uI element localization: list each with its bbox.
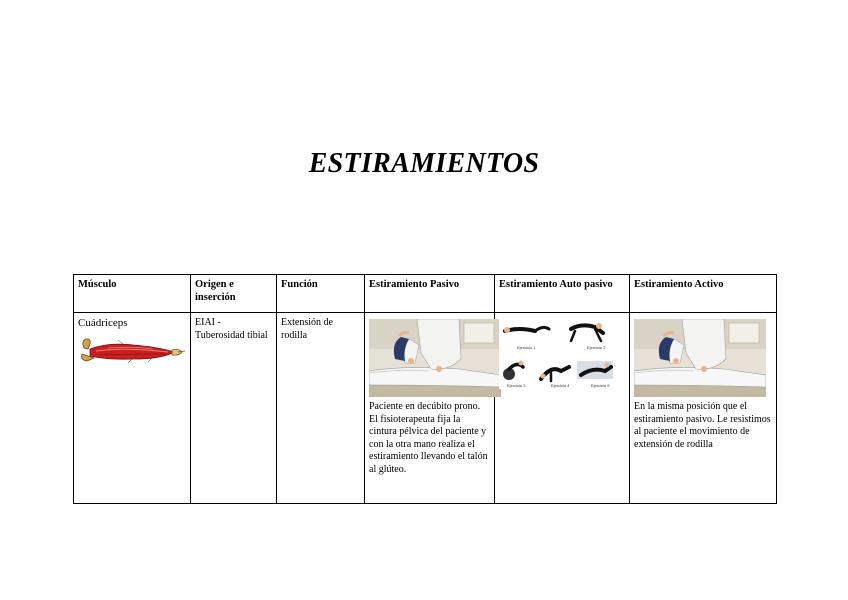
header-passive-stretch: Estiramiento Pasivo [365,275,495,313]
header-auto-passive-stretch: Estiramiento Auto pasivo [495,275,630,313]
cell-function: Extensión de rodilla [277,313,365,504]
header-function: Función [277,275,365,313]
cell-muscle [74,313,191,504]
exercise-label-3: Ejercicio 3 [507,383,526,388]
passive-stretch-description: Paciente en decúbito prono. El fisioterapeuta fija la cintura pélvica del paciente y con la otra mano realiza el estiramiento llevando el talón al glúteo. [369,401,488,475]
cell-active-stretch [630,313,777,504]
active-stretch-description: En la misma posición que el estiramiento pasivo. Le resistimos al paciente el movimiento de extensión de rodilla [634,401,771,450]
header-muscle: Músculo [74,275,191,313]
muscle-name: Cuádriceps [78,317,128,329]
page-title: ESTIRAMIENTOS [308,148,540,179]
cell-origin-insertion: EIAI - Tuberosidad tibial [191,313,277,504]
exercise-label-5: Ejercicio 5 [591,383,610,388]
stretching-table [73,274,777,504]
header-active-stretch: Estiramiento Activo [630,275,777,313]
active-stretch-photo [634,319,766,397]
table-row [74,313,777,504]
cell-auto-passive-stretch [495,313,630,504]
header-origin-insertion: Origen e inserción [191,275,277,313]
cell-passive-stretch [365,313,495,504]
exercise-label-4: Ejercicio 4 [551,383,570,388]
passive-stretch-photo [369,319,501,397]
exercise-label-1: Ejercicio 1 [517,345,536,350]
auto-passive-exercises-image [499,319,617,389]
exercise-label-2: Ejercicio 2 [587,345,606,350]
header-row [74,275,777,313]
quadriceps-illustration [78,332,186,368]
